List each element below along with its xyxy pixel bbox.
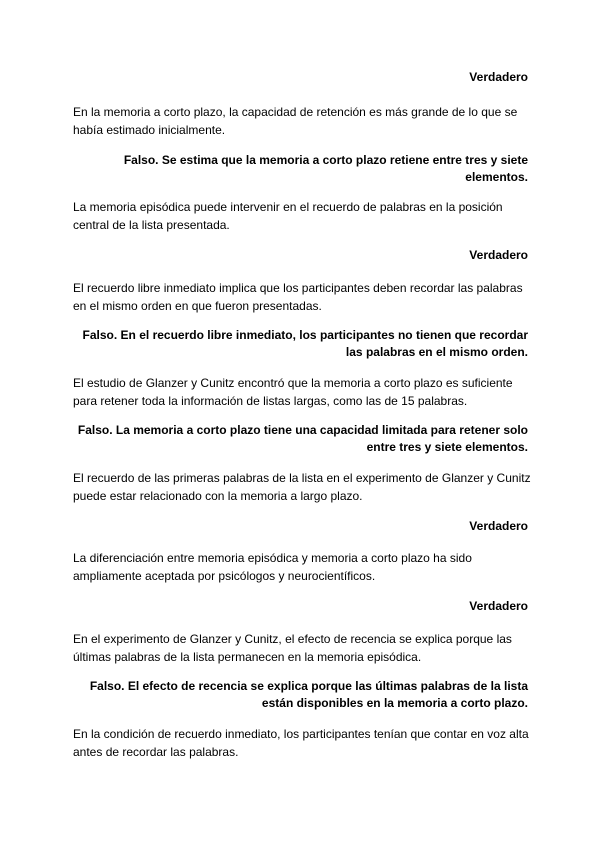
answer-8: Falso. El efecto de recencia se explica porque las últimas palabras de la lista están disponibles en la memoria a corto plazo. <box>89 679 528 710</box>
statement-7: La diferenciación entre memoria episódica y memoria a corto plazo ha sido ampliamente aceptada por psicólogos y neurocientíficos. <box>73 551 472 583</box>
statement-4: El recuerdo libre inmediato implica que los participantes deben recordar las palabras en el mismo orden en que fueron presentadas. <box>73 281 523 313</box>
statement-9: En la condición de recuerdo inmediato, los participantes tenían que contar en voz alta antes de recordar las palabras. <box>73 727 529 759</box>
answer-7: Verdadero <box>469 599 528 613</box>
statement-2: En la memoria a corto plazo, la capacidad de retención es más grande de lo que se había estimado inicialmente. <box>73 105 518 137</box>
statement-8: En el experimento de Glanzer y Cunitz, el efecto de recencia se explica porque las últimas palabras de la lista permanecen en la memoria episódica. <box>73 632 512 664</box>
answer-6: Verdadero <box>469 519 528 533</box>
statement-3: La memoria episódica puede intervenir en el recuerdo de palabras en la posición central de la lista presentada. <box>73 200 503 232</box>
statement-5: El estudio de Glanzer y Cunitz encontró que la memoria a corto plazo es suficiente para retener toda la información de listas largas, como las de 15 palabras. <box>73 376 513 408</box>
answer-1: Verdadero <box>469 70 528 84</box>
answer-3: Verdadero <box>469 248 528 262</box>
answer-2: Falso. Se estima que la memoria a corto plazo retiene entre tres y siete elementos. <box>123 153 528 184</box>
answer-4: Falso. En el recuerdo libre inmediato, los participantes no tienen que recordar las palabras en el mismo orden. <box>82 328 528 359</box>
answer-5: Falso. La memoria a corto plazo tiene una capacidad limitada para retener solo entre tres y siete elementos. <box>77 423 528 454</box>
statement-6: El recuerdo de las primeras palabras de la lista en el experimento de Glanzer y Cunitz puede estar relacionado con la memoria a largo plazo. <box>73 471 531 503</box>
